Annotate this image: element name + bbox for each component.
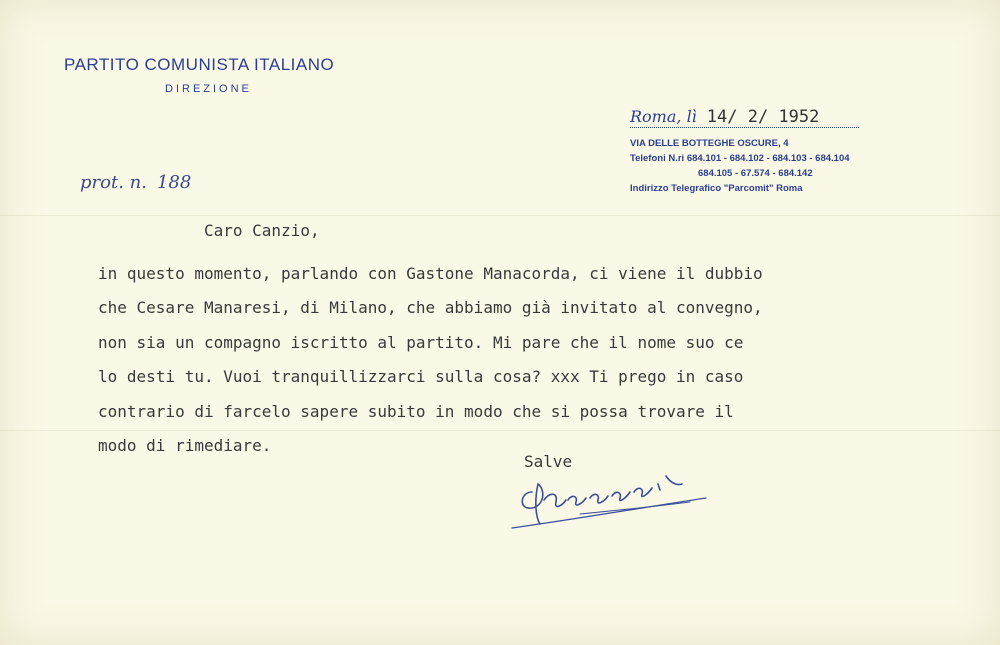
- date-value: 14/ 2/ 1952: [706, 107, 820, 127]
- address-street: VIA DELLE BOTTEGHE OSCURE, 4: [630, 138, 789, 149]
- protocol-number: [80, 172, 191, 193]
- letterhead-department: DIREZIONE: [165, 83, 252, 95]
- body-line: in questo momento, parlando con Gastone Manacorda, ci viene il dubbio: [98, 263, 763, 283]
- address-phones: Telefoni N.ri 684.101 - 684.102 - 684.103 - 684.104: [630, 153, 850, 164]
- letter-body: [98, 214, 763, 464]
- body-line: modo di rimediare.: [98, 436, 272, 455]
- protocol-value: 188: [156, 172, 192, 193]
- body-line: che Cesare Manaresi, di Milano, che abbiamo già invitato al convegno,: [98, 298, 763, 317]
- body-line: contrario di farcelo sapere subito in modo che si possa trovare il: [98, 401, 734, 421]
- date-line: [630, 107, 859, 128]
- date-place: Roma, lì: [630, 107, 697, 126]
- closing: Salve: [524, 452, 573, 471]
- address-phones-continued: 684.105 - 67.574 - 684.142: [698, 168, 813, 179]
- body-line: non sia un compagno iscritto al partito. Mi pare che il nome suo ce: [98, 332, 744, 352]
- letterhead-organization: PARTITO COMUNISTA ITALIANO: [64, 55, 335, 74]
- handwritten-signature: [510, 462, 730, 542]
- address-telegraph: Indirizzo Telegrafico "Parcomit" Roma: [630, 183, 803, 194]
- letterhead-address: [630, 136, 850, 196]
- protocol-label: prot. n.: [80, 172, 147, 193]
- greeting: Caro Canzio,: [204, 221, 320, 240]
- body-line: lo desti tu. Vuoi tranquillizzarci sulla cosa? xxx Ti prego in caso: [98, 367, 744, 386]
